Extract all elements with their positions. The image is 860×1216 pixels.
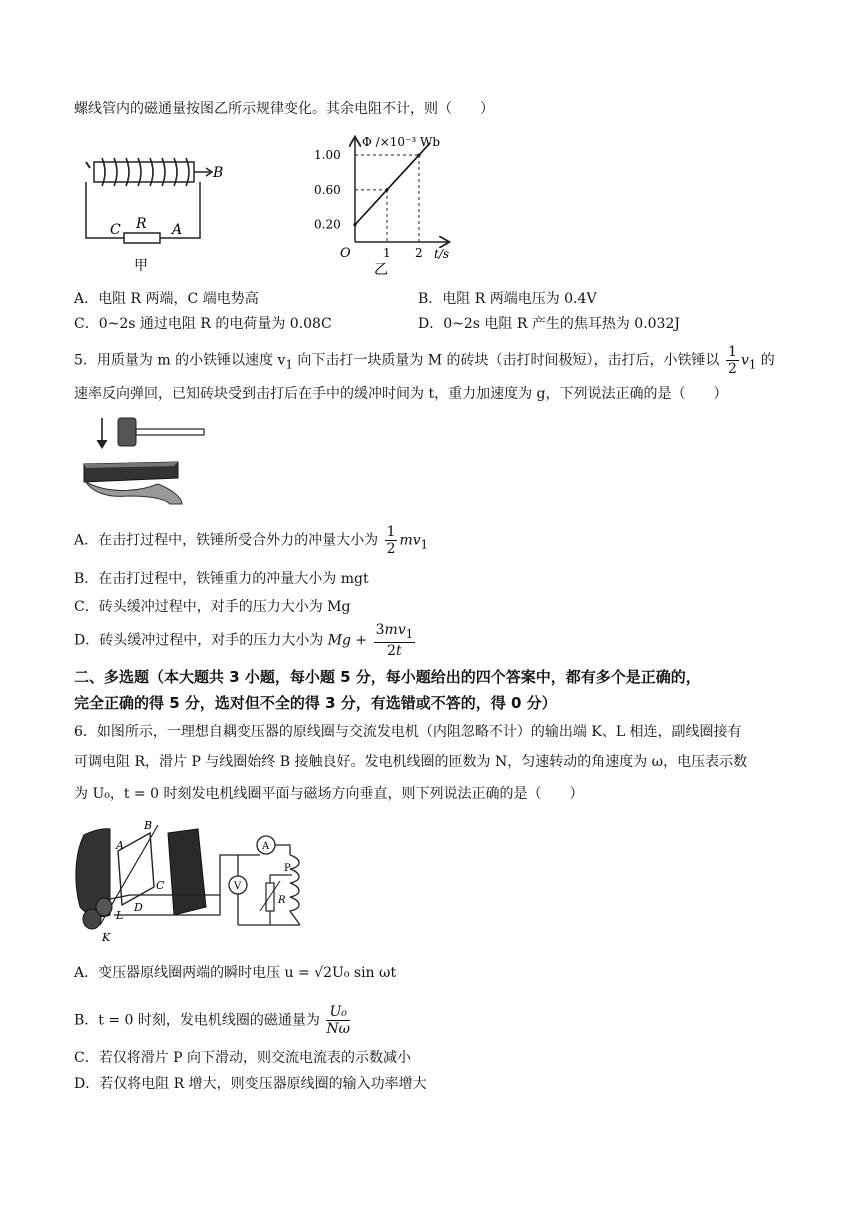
- slider-P-label: P: [284, 863, 291, 874]
- q5-line1: 5．用质量为 m 的小铁锤以速度 $v_1$ 向下击打一块质量为 M 的砖块（击打时间极短），击打后，小铁锤以 $\frac{1}{2}$ $v_1$ 的: [74, 344, 775, 377]
- data-point-2: [417, 153, 420, 156]
- x-tick-label-1: 2: [415, 246, 423, 260]
- caption-yi: 乙: [374, 262, 388, 278]
- q6-optB-denominator: Nω: [326, 1021, 351, 1037]
- hammer-brick-figure: [78, 412, 218, 510]
- q5-option-C: C．砖头缓冲过程中，对手的压力大小为 Mg: [74, 599, 351, 615]
- fig6-label-L: L: [116, 909, 124, 922]
- fig6-label-A1: A: [116, 839, 124, 852]
- solenoid-circuit-figure: [72, 148, 232, 278]
- resistor-R-label: R: [278, 895, 286, 906]
- q4-option-D: D．0~2s 电阻 R 产生的焦耳热为 0.032J: [418, 316, 680, 332]
- q6-option-A: A．变压器原线圈两端的瞬时电压 u = √2U₀ sin ωt: [74, 965, 397, 981]
- ammeter-label: A: [262, 841, 270, 852]
- section2-heading-line2: 完全正确的得 5 分，选对但不全的得 3 分，有选错或不答的，得 0 分）: [74, 694, 557, 712]
- q4-option-B: B．电阻 R 两端电压为 0.4V: [418, 291, 597, 307]
- q6-option-D: D．若仅将电阻 R 增大，则变压器原线圈的输入功率增大: [74, 1076, 427, 1092]
- label-A: A: [172, 222, 183, 238]
- q5-line2: 速率反向弹回，已知砖块受到击打后在手中的缓冲时间为 t，重力加速度为 g，下列说法正确的是（ ）: [74, 386, 728, 402]
- origin-label: O: [340, 246, 351, 261]
- q4-stem-tail: 螺线管内的磁通量按图乙所示规律变化。其余电阻不计，则（ ）: [74, 101, 494, 117]
- q6-optB-numerator: U₀: [329, 1004, 347, 1020]
- generator-transformer-figure: [70, 815, 310, 945]
- label-R: R: [136, 216, 147, 232]
- section2-heading-line1: 二、多选题（本大题共 3 小题，每小题 5 分，每小题给出的四个答案中，都有多个是正确的，: [74, 668, 701, 686]
- y-tick-label-2: 1.00: [314, 148, 341, 163]
- label-C: C: [110, 222, 121, 238]
- q5-option-D: D．砖头缓冲过程中，对手的压力大小为 Mg + $\frac{3mv_1}{2t}$: [74, 622, 414, 659]
- y-tick-label-0: 0.20: [314, 217, 341, 232]
- y-axis-label: Φ /×10⁻³ Wb: [362, 135, 440, 149]
- q6-line3: 为 U₀，t = 0 时刻发电机线圈平面与磁场方向垂直，则下列说法正确的是（ ）: [74, 786, 584, 802]
- x-tick-label-0: 1: [383, 246, 391, 260]
- q6-option-C: C．若仅将滑片 P 向下滑动，则交流电流表的示数减小: [74, 1050, 412, 1066]
- q5-option-B: B．在击打过程中，铁锤重力的冲量大小为 mgt: [74, 571, 369, 587]
- fig6-label-C: C: [156, 879, 165, 892]
- flux-time-chart: [310, 130, 460, 280]
- fig6-label-D: D: [134, 901, 143, 914]
- y-tick-label-1: 0.60: [314, 182, 341, 197]
- q6-line2: 可调电阻 R，滑片 P 与线圈始终 B 接触良好。发电机线圈的匝数为 N，匀速转动的角速度为 ω，电压表示数: [74, 754, 748, 770]
- q4-option-C: C．0~2s 通过电阻 R 的电荷量为 0.08C: [74, 316, 332, 332]
- x-axis-label: t/s: [434, 247, 450, 261]
- voltmeter-label: V: [234, 881, 242, 892]
- fig6-label-K: K: [102, 931, 111, 944]
- q4-option-A: A．电阻 R 两端，C 端电势高: [74, 291, 259, 307]
- q6-line1: 6．如图所示，一理想自耦变压器的原线圈与交流发电机（内阻忽略不计）的输出端 K、L 相连，副线圈接有: [74, 724, 742, 740]
- data-point-0: [353, 223, 356, 226]
- q5-option-A: A．在击打过程中，铁锤所受合外力的冲量大小为 $\frac{1}{2}$ $mv_1$: [74, 524, 429, 557]
- label-B: B: [213, 165, 224, 181]
- fig6-label-B: B: [144, 819, 153, 832]
- data-point-1: [385, 188, 388, 191]
- caption-jia: 甲: [134, 258, 148, 274]
- q6-option-B: B．t = 0 时刻，发电机线圈的磁通量为 $\frac{\text{U₀}}{N\omega}$: [74, 1004, 351, 1037]
